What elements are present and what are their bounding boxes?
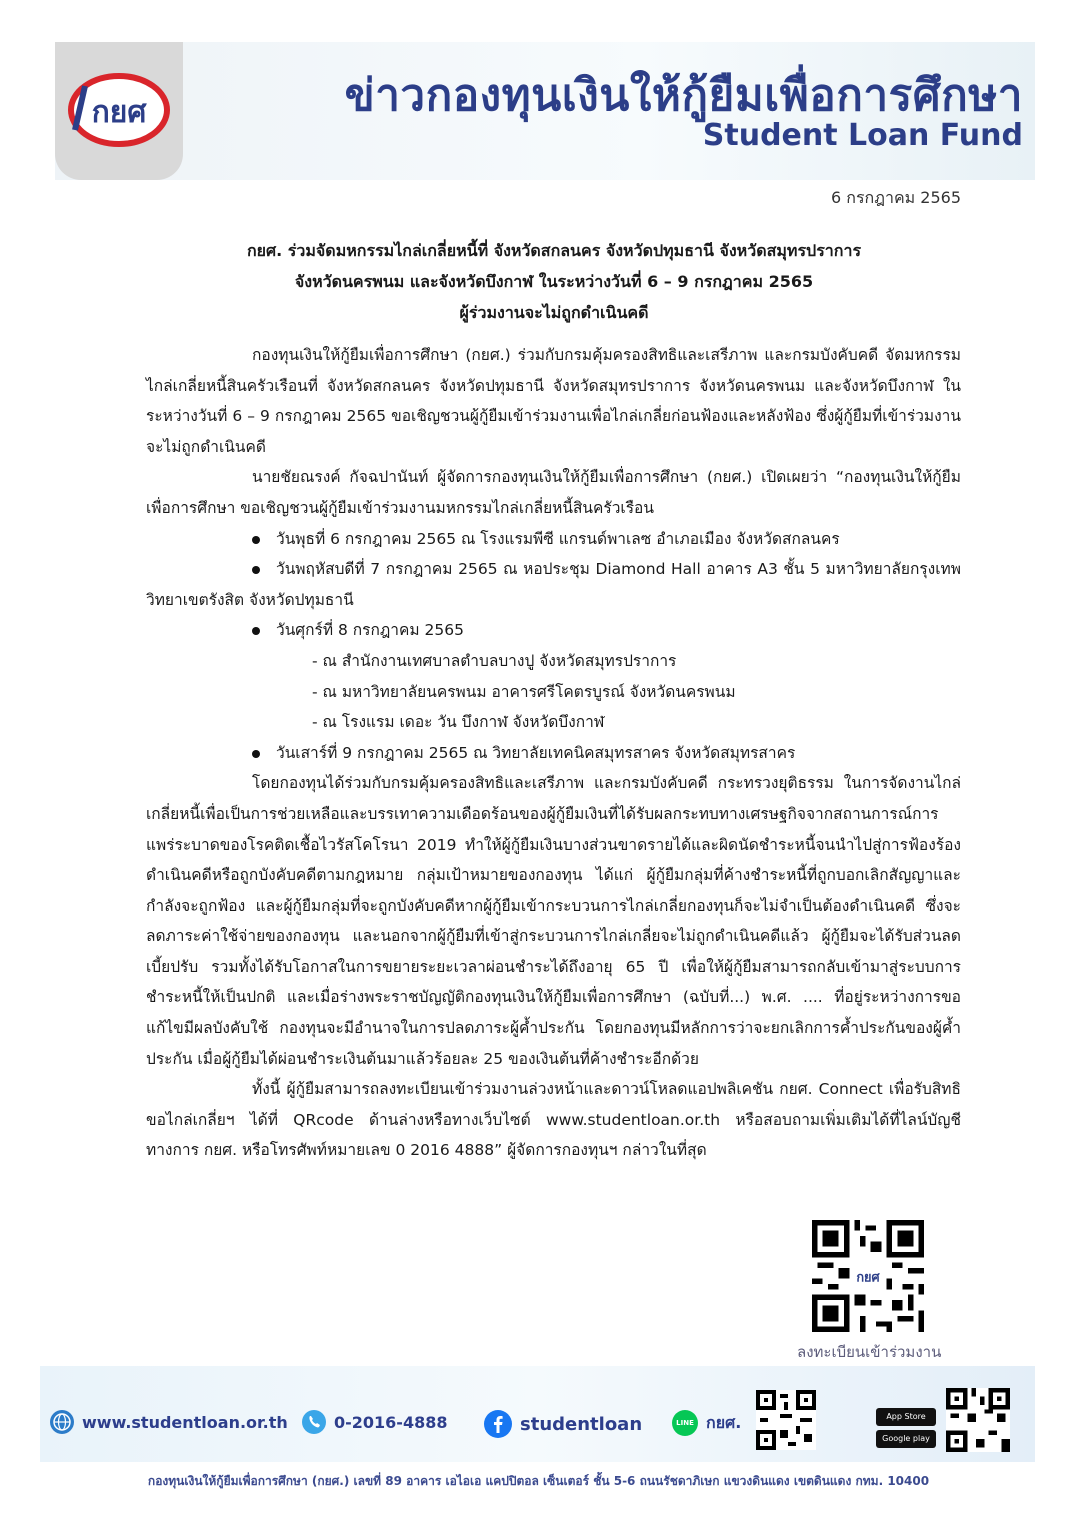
footer-address: กองทุนเงินให้กู้ยืมเพื่อการศึกษา (กยศ.) เลขที่ 89 อาคาร เอไอเอ แคปปิตอล เซ็นเตอร์ ชั้น 5-6 ถนนรัชดาภิเษก แขวงดินแดง เขตดินแดง กทม. 10400 bbox=[147, 1474, 930, 1488]
headline-line-2: จังหวัดนครพนม และจังหวัดบึงกาฬ ในระหว่างวันที่ 6 – 9 กรกฎาคม 2565 bbox=[294, 272, 814, 291]
headline bbox=[150, 235, 958, 328]
paragraph-closing: ทั้งนี้ ผู้กู้ยืมสามารถลงทะเบียนเข้าร่วมงานล่วงหน้าและดาวน์โหลดแอปพลิเคชัน กยศ. Connect เพื่อรับสิทธิขอไกล่เกลี่ยฯ ได้ที่ QRcode ด้านล่างหรือทางเว็บไซต์ www.studentloan.or.th หรือสอบถามเพิ่มเติมได้ที่ไลน์บัญชีทางการ กยศ. หรือโทรศัพท์หมายเลข 0 2016 4888” ผู้จัดการกองทุนฯ กล่าวในที่สุด bbox=[146, 1080, 961, 1160]
qr-caption: ลงทะเบียนเข้าร่วมงาน bbox=[797, 1343, 942, 1361]
list-item-date-4: วันเสาร์ที่ 9 กรกฎาคม 2565 ณ วิทยาลัยเทคนิคสมุทรสาคร จังหวัดสมุทรสาคร bbox=[146, 738, 961, 769]
page-title-english: Student Loan Fund bbox=[702, 118, 1023, 153]
logo-panel bbox=[55, 42, 183, 180]
list-subitem-venue-3: - ณ โรงแรม เดอะ วัน บึงกาฬ จังหวัดบึงกาฬ bbox=[312, 713, 605, 732]
footer-website-text: www.studentloan.or.th bbox=[82, 1412, 288, 1432]
list-item-date-1: วันพุธที่ 6 กรกฎาคม 2565 ณ โรงแรมพีซี แกรนด์พาเลซ อำเภอเมือง จังหวัดสกลนคร bbox=[146, 524, 961, 555]
news-date: 6 กรกฎาคม 2565 bbox=[830, 188, 961, 207]
qr-logo-text: กยศ bbox=[856, 1270, 880, 1286]
paragraph-details: โดยกองทุนได้ร่วมกับกรมคุ้มครองสิทธิและเสรีภาพ และกรมบังคับคดี กระทรวงยุติธรรม ในการจัดงานไกล่เกลี่ยหนี้เพื่อเป็นการช่วยเหลือและบรรเทาความเดือดร้อนของผู้กู้ยืมเงินที่ได้รับผลกระทบทางเศรษฐกิจจากสถานการณ์การแพร่ระบาดของโรคติดเชื้อไวรัสโคโรนา 2019 ทำให้ผู้กู้ยืมเงินบางส่วนขาดรายได้และผิดนัดชำระหนี้จนนำไปสู่การฟ้องร้องดำเนินคดีหรือถูกบังคับคดีตามกฎหมาย กลุ่มเป้าหมายของกองทุน ได้แก่ ผู้กู้ยืมกลุ่มที่ค้างชำระหนี้ที่ถูกบอกเลิกสัญญาและกำลังจะถูกฟ้อง และผู้กู้ยืมกลุ่มที่จะถูกบังคับคดีหากผู้กู้ยืมเข้ากระบวนการไกล่เกลี่ยกองทุนก็จะไม่จำเป็นต้องดำเนินคดี ซึ่งจะลดภาระค่าใช้จ่ายของกองทุน และนอกจากผู้กู้ยืมที่เข้าสู่กระบวนการไกล่เกลี่ยจะไม่ถูกดำเนินคดีแล้ว ผู้กู้ยืมจะได้รับส่วนลดเบี้ยปรับ รวมทั้งได้รับโอกาสในการขยายระยะเวลาผ่อนชำระได้ถึงอายุ 65 ปี เพื่อให้ผู้กู้ยืมสามารถกลับเข้ามาสู่ระบบการชำระหนี้ให้เป็นปกติ และเมื่อร่างพระราชบัญญัติกองทุนเงินให้กู้ยืมเพื่อการศึกษา (ฉบับที่...) พ.ศ. .... ที่อยู่ระหว่างการขอแก้ไขมีผลบังคับใช้ กองทุนจะมีอำนาจในการปลดภาระผู้ค้ำประกัน โดยกองทุนมีหลักการว่าจะยกเลิกการค้ำประกันของผู้ค้ำประกัน เมื่อผู้กู้ยืมได้ผ่อนชำระเงินต้นมาแล้วร้อยละ 25 ของเงินต้นที่ค้างชำระอีกด้วย bbox=[146, 774, 961, 1068]
footer-line-link[interactable] bbox=[672, 1410, 741, 1436]
footer-facebook-text: studentloan bbox=[520, 1413, 643, 1435]
footer-phone-text: 0-2016-4888 bbox=[334, 1412, 448, 1432]
paragraph-intro: กองทุนเงินให้กู้ยืมเพื่อการศึกษา (กยศ.) ร่วมกับกรมคุ้มครองสิทธิและเสรีภาพ และกรมบังคับคดี จัดมหกรรมไกล่เกลี่ยหนี้สินครัวเรือนที่ จังหวัดสกลนคร จังหวัดปทุมธานี จังหวัดสมุทรปราการ จังหวัดนครพนม และจังหวัดบึงกาฬ ในระหว่างวันที่ 6 – 9 กรกฎาคม 2565 ขอเชิญชวนผู้กู้ยืมเข้าร่วมงานเพื่อไกล่เกลี่ยก่อนฟ้องและหลังฟ้อง ซึ่งผู้กู้ยืมที่เข้าร่วมงานจะไม่ถูกดำเนินคดี bbox=[146, 346, 961, 456]
footer-phone-link[interactable] bbox=[302, 1410, 447, 1434]
globe-icon bbox=[50, 1410, 74, 1434]
footer bbox=[0, 1366, 1077, 1520]
footer-line-text: กยศ. bbox=[706, 1412, 742, 1432]
paragraph-quote: นายชัยณรงค์ กัจฉปานันท์ ผู้จัดการกองทุนเงินให้กู้ยืมเพื่อการศึกษา (กยศ.) เปิดเผยว่า “กองทุนเงินให้กู้ยืมเพื่อการศึกษา ขอเชิญชวนผู้กู้ยืมเข้าร่วมงานมหกรรมไกล่เกลี่ยหนี้สินครัวเรือน bbox=[146, 468, 961, 517]
phone-icon bbox=[302, 1410, 326, 1434]
footer-app-qr-code[interactable] bbox=[946, 1388, 1010, 1452]
qr-code-icon bbox=[812, 1220, 924, 1332]
list-subitem-venue-1: - ณ สำนักงานเทศบาลตำบลบางปู จังหวัดสมุทรปราการ bbox=[312, 651, 677, 670]
google-play-badge[interactable]: Google play bbox=[876, 1430, 936, 1448]
line-icon: LINE bbox=[672, 1410, 698, 1436]
facebook-icon bbox=[484, 1410, 512, 1438]
list-item-date-3: วันศุกร์ที่ 8 กรกฎาคม 2565 bbox=[146, 615, 961, 646]
logo-icon bbox=[65, 68, 173, 152]
registration-qr-code[interactable] bbox=[812, 1220, 924, 1336]
list-subitem-venue-2: - ณ มหาวิทยาลัยนครพนม อาคารศรีโคตรบูรณ์ จังหวัดนครพนม bbox=[312, 682, 736, 701]
footer-facebook-link[interactable] bbox=[484, 1410, 642, 1438]
headline-line-1: กยศ. ร่วมจัดมหกรรมไกล่เกลี่ยหนี้ที่ จังหวัดสกลนคร จังหวัดปทุมธานี จังหวัดสมุทรปราการ bbox=[246, 241, 862, 260]
footer-website-link[interactable] bbox=[50, 1410, 288, 1434]
article-body bbox=[146, 340, 961, 1166]
headline-line-3: ผู้ร่วมงานจะไม่ถูกดำเนินคดี bbox=[459, 303, 649, 322]
footer-line-qr-code[interactable] bbox=[756, 1390, 816, 1450]
page-title-thai: ข่าวกองทุนเงินให้กู้ยืมเพื่อการศึกษา bbox=[344, 70, 1023, 121]
app-store-badge[interactable]: App Store bbox=[876, 1408, 936, 1426]
list-item-date-2: วันพฤหัสบดีที่ 7 กรกฎาคม 2565 ณ หอประชุม Diamond Hall อาคาร A3 ชั้น 5 มหาวิทยาลัยกรุงเทพ วิทยาเขตรังสิต จังหวัดปทุมธานี bbox=[146, 554, 961, 615]
logo-text: กยศ bbox=[91, 95, 147, 130]
header-banner bbox=[55, 42, 1035, 180]
